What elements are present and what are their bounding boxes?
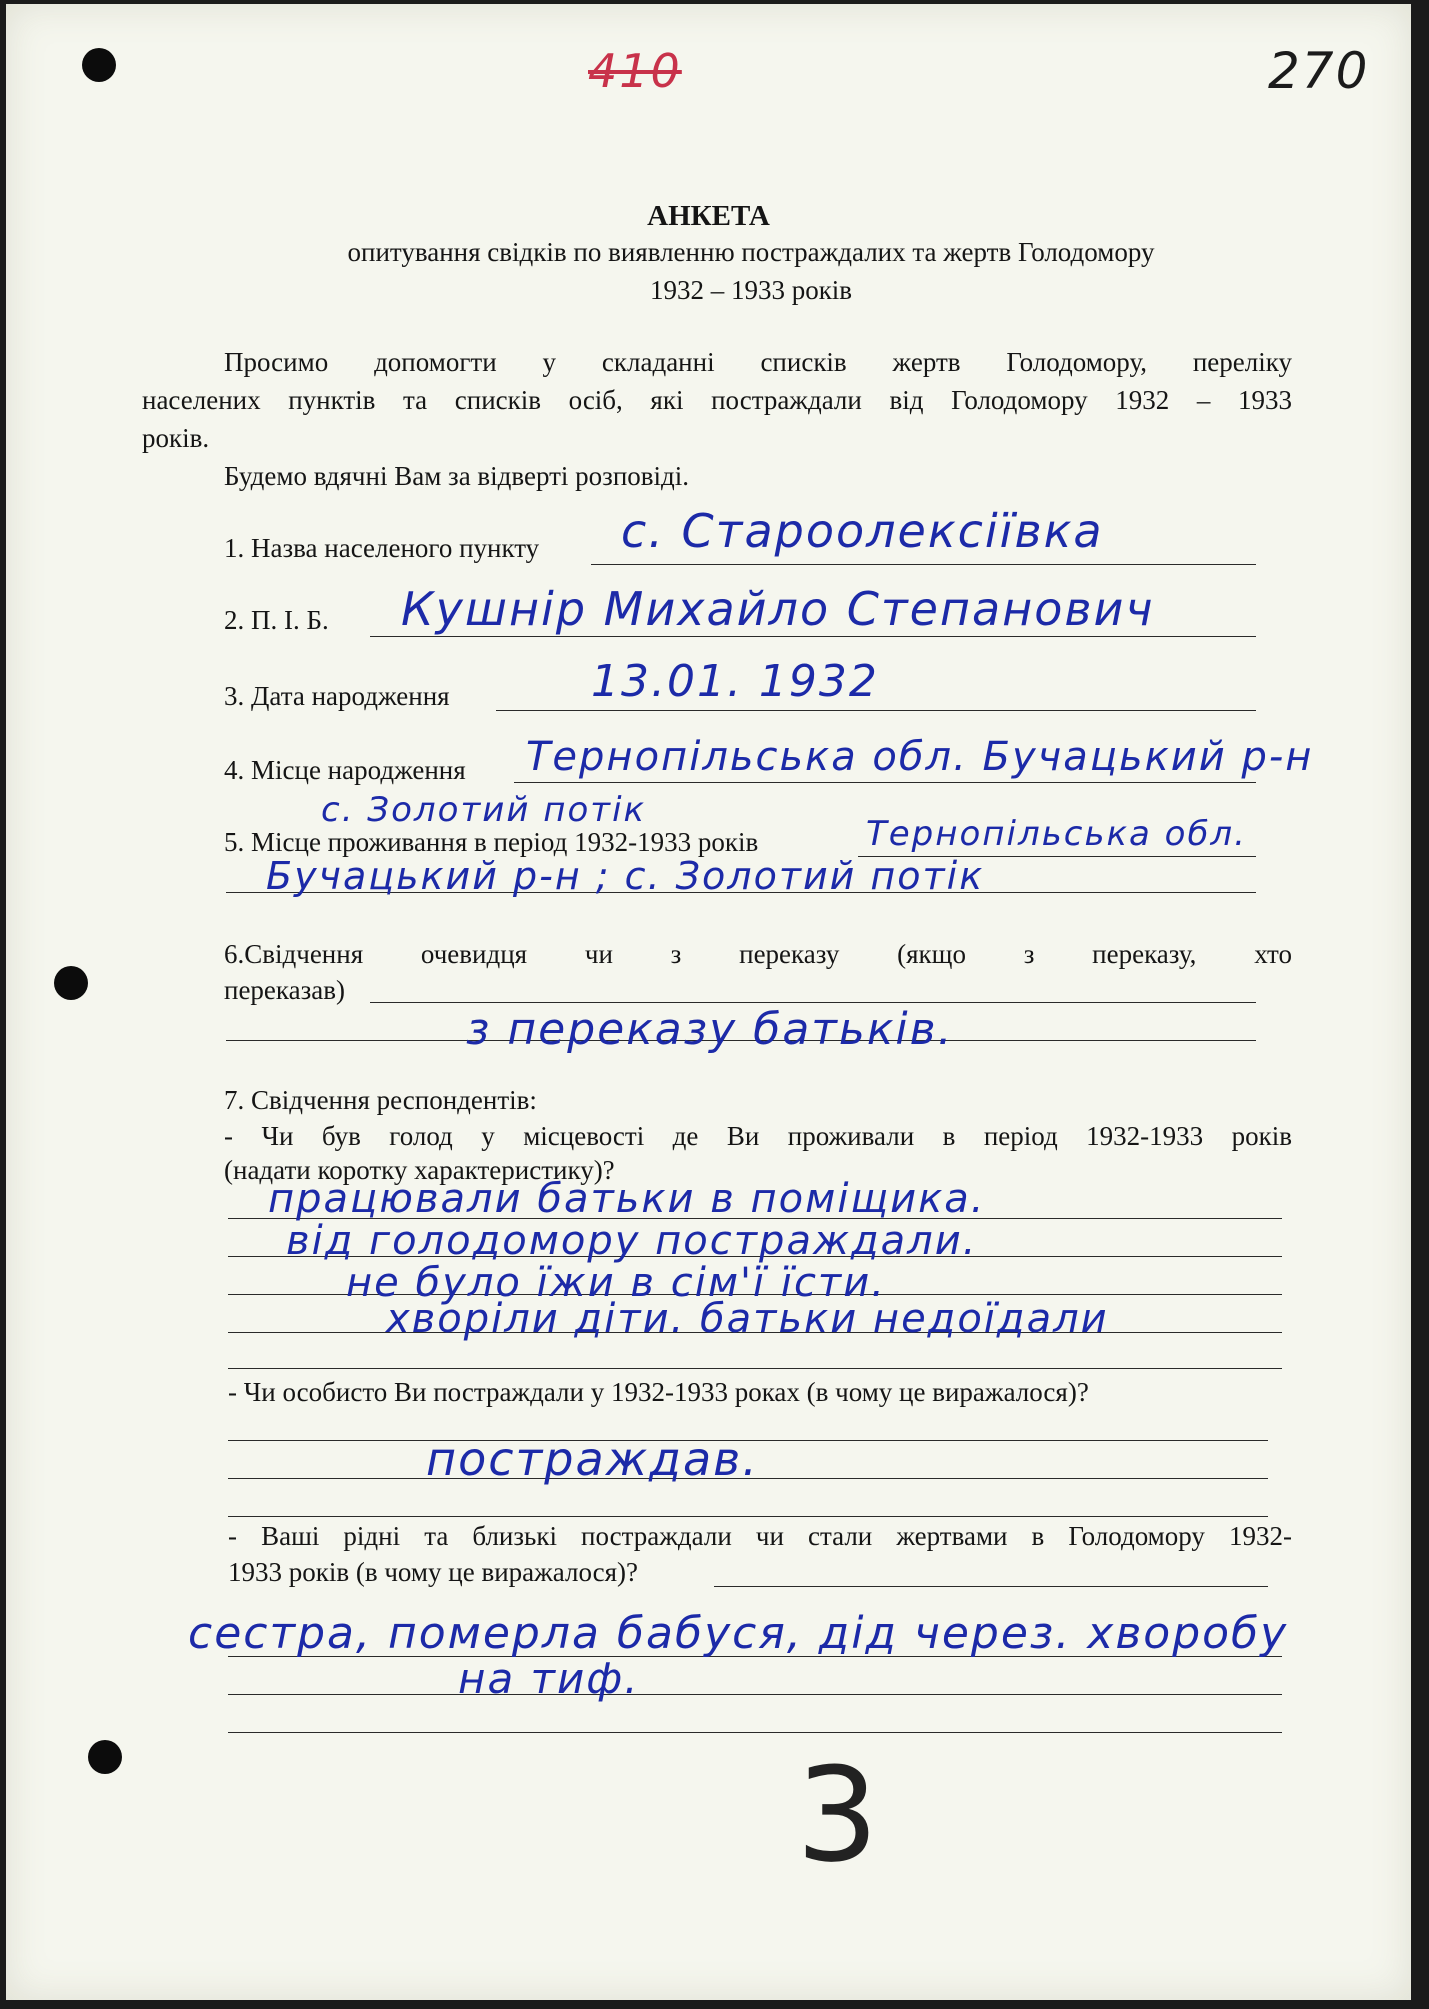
q3-line2: 1933 років (в чому це виражалося)? <box>228 1557 639 1587</box>
a2-text[interactable]: постраждав. <box>426 1432 759 1486</box>
q2-text: - Чи особисто Ви постраждали у 1932-1933 роках (в чому це виражалося)? <box>228 1377 1089 1407</box>
a2-line3 <box>228 1516 1268 1517</box>
a1-line5 <box>228 1368 1282 1369</box>
form-title: АНКЕТА <box>647 200 770 232</box>
intro-line1: Просимо допомогти у складанні списків жертв Голодомору, переліку <box>224 347 1292 377</box>
form-subtitle-line1: опитування свідків по виявленню постраждалих та жертв Голодомору <box>347 237 1155 267</box>
intro-thanks: Будемо вдячні Вам за відверті розповіді. <box>224 461 690 491</box>
testimony-label-line1: 6.Свідчення очевидця чи з переказу (якщо з переказу, хто <box>224 939 1292 969</box>
bottom-number: 3 <box>796 1739 879 1891</box>
form-subtitle-line2: 1932 – 1933 років <box>649 275 853 305</box>
q3-line1: - Ваші рідні та близькі постраждали чи стали жертвами в Голодомору 1932- <box>228 1521 1292 1551</box>
q1-line2: (надати коротку характеристику)? <box>224 1155 615 1185</box>
residence-label: 5. Місце проживання в період 1932-1933 років <box>224 827 759 857</box>
a3-line0 <box>714 1586 1268 1587</box>
punch-hole-top <box>82 48 116 82</box>
a1-text-line3[interactable]: не було їжи в сім'ї їсти. <box>346 1260 886 1306</box>
testimony-label-line2: переказав) <box>224 975 345 1005</box>
birth-place-line <box>514 782 1256 783</box>
a1-text-line2[interactable]: від голодомору постраждали. <box>286 1218 978 1264</box>
intro-line2: населених пунктів та списків осіб, які постраждали від Голодомору 1932 – 1933 <box>142 385 1292 415</box>
settlement-value[interactable]: с. Староолексіївка <box>621 504 1104 558</box>
testimony-line1 <box>370 1002 1256 1003</box>
a3-text-line1[interactable]: сестра, померла бабуся, дід через. хворобу <box>188 1608 1289 1659</box>
intro-line3: років. <box>142 423 210 453</box>
birth-date-line <box>496 710 1256 711</box>
punch-hole-middle <box>54 966 88 1000</box>
name-value[interactable]: Кушнір Михайло Степанович <box>401 582 1155 636</box>
a1-text-line1[interactable]: працювали батьки в поміщика. <box>268 1176 986 1222</box>
a1-text-line4[interactable]: хворіли діти. батьки недоїдали <box>386 1296 1109 1342</box>
birth-date-label: 3. Дата народження <box>224 681 450 711</box>
punch-hole-bottom <box>88 1740 122 1774</box>
a3-line2 <box>228 1694 1282 1695</box>
birth-place-value-line1[interactable]: Тернопільська обл. Бучацький р-н <box>526 734 1314 780</box>
respondents-heading: 7. Свідчення респондентів: <box>224 1085 537 1115</box>
name-line <box>370 636 1256 637</box>
birth-place-value-line2[interactable]: с. Золотий потік <box>321 790 647 830</box>
crossed-number: 410 <box>588 44 682 98</box>
testimony-value[interactable]: з переказу батьків. <box>466 1004 954 1055</box>
residence-value-line1[interactable]: Тернопільська обл. <box>866 814 1247 854</box>
settlement-label: 1. Назва населеного пункту <box>224 533 540 563</box>
a3-line3 <box>228 1732 1282 1733</box>
settlement-line <box>591 564 1256 565</box>
questionnaire-page <box>6 4 1411 2000</box>
birth-place-label: 4. Місце народження <box>224 755 466 785</box>
a3-text-line2[interactable]: на тиф. <box>458 1654 640 1703</box>
q1-line1: - Чи був голод у місцевості де Ви проживали в період 1932-1933 років <box>224 1121 1292 1151</box>
residence-value-line2[interactable]: Бучацький р-н ; с. Золотий потік <box>266 854 985 898</box>
page-number: 270 <box>1268 42 1370 100</box>
birth-date-value[interactable]: 13.01. 1932 <box>591 656 879 707</box>
name-label: 2. П. І. Б. <box>224 605 329 635</box>
